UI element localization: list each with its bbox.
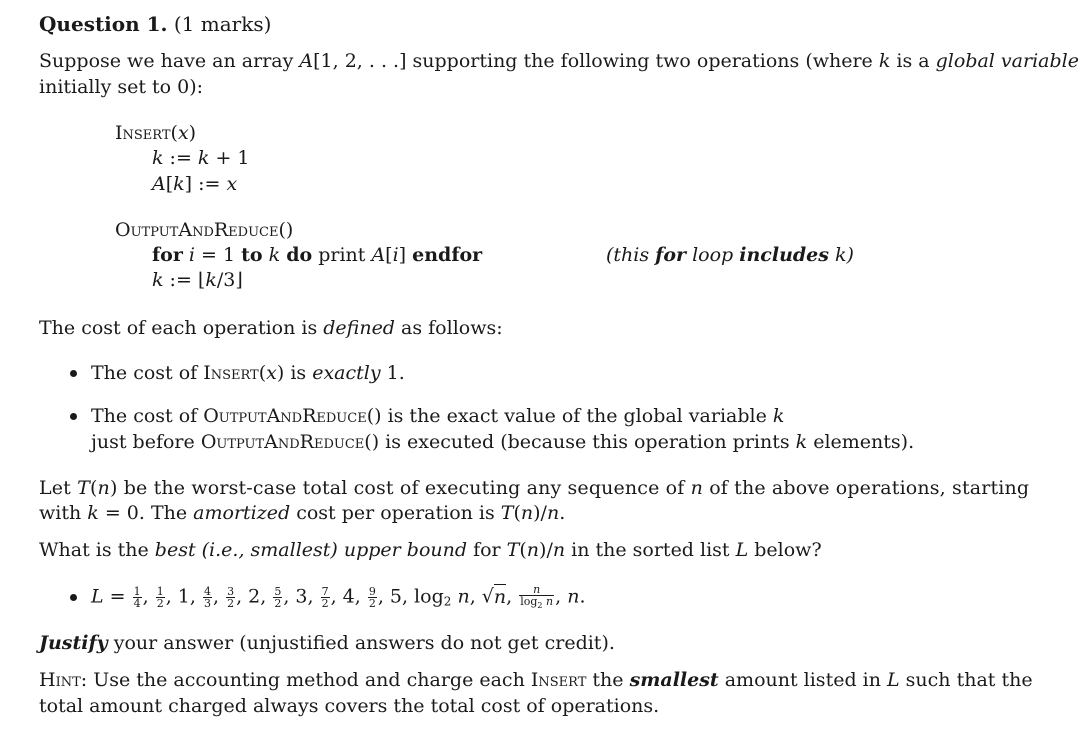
- output-op-note: (this for loop includes k): [606, 244, 854, 266]
- tn-line-2: with k = 0. The amortized cost per operation is T(n)/n.: [39, 502, 566, 524]
- question-heading: Question 1. (1 marks): [39, 12, 272, 36]
- frac-n-log-n: $\frac{n}{\log_2 n}$: [520, 583, 554, 611]
- justify-line: Justify your answer (unjustified answers do not get credit).: [39, 632, 615, 654]
- insert-op-name: Insert(x): [115, 122, 197, 144]
- hint-line-2: total amount charged always covers the total cost of operations.: [39, 695, 660, 717]
- frac-4-3: $\frac{4}{3}$: [203, 585, 211, 611]
- question-line: What is the best (i.e., smallest) upper bound for T(n)/n in the sorted list L below?: [39, 539, 822, 561]
- list-L: L = $\frac{1}{4}$ , $\frac{1}{2}$ , 1, $\frac{4}{3}$ , $\frac{3}{2}$ , 2, $\frac{5}{2}$ , 3, $\frac{7}{2}$ , 4, $\frac{9}{2}$ , 5, $\log_2 n$, √n, $\frac{n}{\log_2 n}$ , n.: [91, 583, 586, 611]
- frac-1-4: $\frac{1}{4}$: [133, 585, 141, 611]
- frac-7-2: $\frac{7}{2}$: [321, 585, 329, 611]
- intro-line-2: initially set to 0):: [39, 76, 204, 98]
- output-op-loop: for i = 1 to k do print A[i] endfor: [152, 244, 483, 266]
- frac-9-2: $\frac{9}{2}$: [368, 585, 376, 611]
- insert-op-line-2: A[k] := x: [152, 173, 238, 195]
- frac-3-2: $\frac{3}{2}$: [227, 585, 235, 611]
- frac-1-2: $\frac{1}{2}$: [156, 585, 164, 611]
- tn-line-1: Let T(n) be the worst-case total cost of executing any sequence of n of the above operations, starting: [39, 477, 1030, 499]
- cost-intro: The cost of each operation is defined as follows:: [39, 317, 503, 339]
- intro-line-1: Suppose we have an array A[1, 2, . . .] supporting the following two operations (where k is a global variable: [39, 50, 1079, 72]
- bullet-marker: [70, 370, 77, 377]
- cost-item-insert: The cost of Insert(x) is exactly 1.: [91, 362, 405, 384]
- output-op-line-2: k := ⌊k/3⌋: [152, 269, 243, 291]
- insert-op-line-1: k := k + 1: [152, 147, 250, 169]
- bullet-marker: [70, 413, 77, 420]
- frac-5-2: $\frac{5}{2}$: [274, 585, 282, 611]
- cost-item-output-1: The cost of OutputAndReduce() is the exact value of the global variable k: [91, 405, 785, 427]
- output-op-name: OutputAndReduce(): [115, 219, 294, 241]
- cost-item-output-2: just before OutputAndReduce() is executed (because this operation prints k elements).: [91, 431, 915, 453]
- hint-line-1: Hint: Use the accounting method and charge each Insert the smallest amount listed in L such that the: [39, 669, 1033, 691]
- bullet-marker: [70, 594, 77, 601]
